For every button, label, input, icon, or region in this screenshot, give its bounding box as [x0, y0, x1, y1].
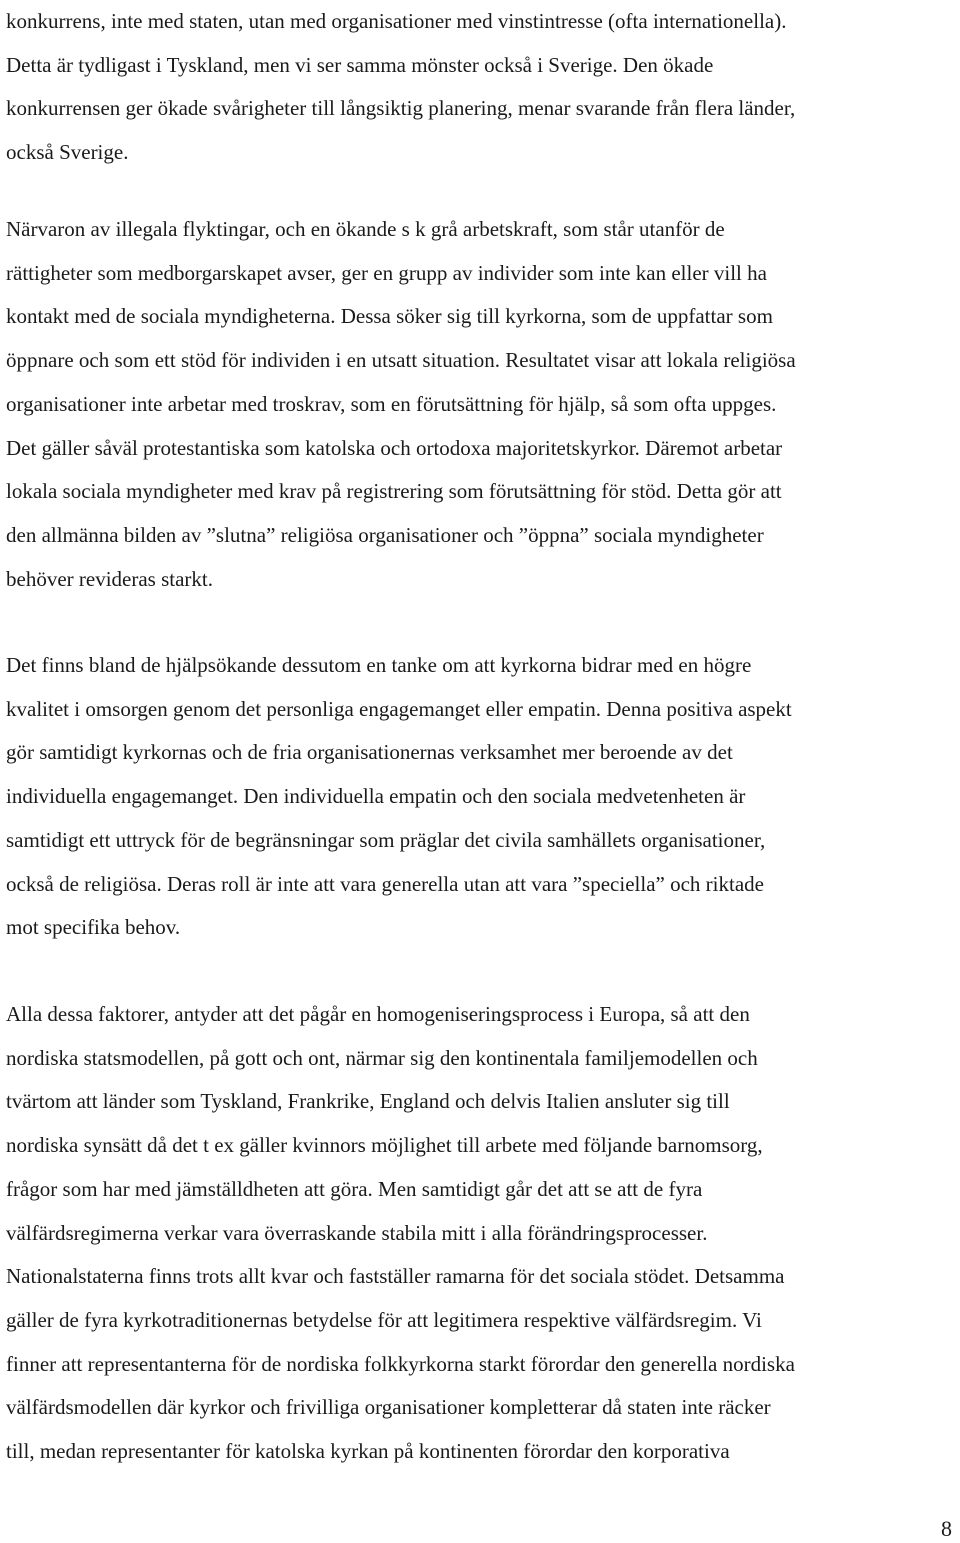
text-line: välfärdsregimerna verkar vara överraskande stabila mitt i alla förändringsprocesser. — [6, 1220, 708, 1245]
text-line: välfärdsmodellen där kyrkor och frivilliga organisationer kompletterar då staten inte räcker — [6, 1395, 771, 1420]
text-line: individuella engagemanget. Den individuella empatin och den sociala medvetenheten är — [6, 784, 746, 809]
text-line: Detta är tydligast i Tyskland, men vi ser samma mönster också i Sverige. Den ökade — [6, 52, 714, 77]
text-line: Det gäller såväl protestantiska som katolska och ortodoxa majoritetskyrkor. Däremot arbetar — [6, 435, 783, 460]
text-line: kontakt med de sociala myndigheterna. Dessa söker sig till kyrkorna, som de uppfattar som — [6, 304, 773, 329]
text-line: finner att representanterna för de nordiska folkkyrkorna starkt förordar den generella nordiska — [6, 1351, 795, 1376]
paragraph-1 — [6, 0, 795, 175]
text-line: rättigheter som medborgarskapet avser, ger en grupp av individer som inte kan eller vill ha — [6, 260, 767, 285]
text-line: kvalitet i omsorgen genom det personliga engagemanget eller empatin. Denna positiva aspekt — [6, 696, 792, 721]
text-line: Det finns bland de hjälpsökande dessutom en tanke om att kyrkorna bidrar med en högre — [6, 653, 752, 677]
text-line: den allmänna bilden av ”slutna” religiösa organisationer och ”öppna” sociala myndigheter — [6, 522, 764, 547]
paragraph-2 — [6, 208, 796, 601]
text-line: gäller de fyra kyrkotraditionernas betydelse för att legitimera respektive välfärdsregim. Vi — [6, 1307, 762, 1332]
text-line: behöver revideras starkt. — [6, 566, 213, 591]
page-number: 8 — [941, 1516, 952, 1541]
text-line: nordiska synsätt då det t ex gäller kvinnors möjlighet till arbete med följande barnomsorg, — [6, 1133, 763, 1158]
text-line: tvärtom att länder som Tyskland, Frankrike, England och delvis Italien ansluter sig till — [6, 1089, 730, 1114]
paragraph-3 — [6, 644, 792, 950]
text-line: Alla dessa faktorer, antyder att det pågår en homogeniseringsprocess i Europa, så att den — [6, 1002, 750, 1026]
text-line: öppnare och som ett stöd för individen i en utsatt situation. Resultatet visar att lokala religiösa — [6, 348, 796, 373]
text-line: mot specifika behov. — [6, 915, 181, 940]
text-line: också de religiösa. Deras roll är inte att vara generella utan att vara ”speciella” och riktade — [6, 871, 764, 896]
text-line: nordiska statsmodellen, på gott och ont, närmar sig den kontinentala familjemodellen och — [6, 1045, 758, 1070]
text-line: lokala sociala myndigheter med krav på registrering som förutsättning för stöd. Detta gör att — [6, 479, 782, 504]
text-line: konkurrensen ger ökade svårigheter till långsiktig planering, menar svarande från flera länder, — [6, 96, 796, 121]
paragraph-4 — [6, 993, 795, 1474]
text-line: Nationalstaterna finns trots allt kvar och fastställer ramarna för det sociala stödet. Detsamma — [6, 1264, 785, 1289]
text-line: frågor som har med jämställdheten att göra. Men samtidigt går det att se att de fyra — [6, 1176, 703, 1201]
text-line: konkurrens, inte med staten, utan med organisationer med vinstintresse (ofta internationella). — [6, 9, 787, 33]
text-line: Närvaron av illegala flyktingar, och en ökande s k grå arbetskraft, som står utanför de — [6, 217, 725, 241]
text-line: också Sverige. — [6, 140, 129, 165]
text-line: till, medan representanter för katolska kyrkan på kontinenten förordar den korporativa — [6, 1439, 730, 1464]
text-line: samtidigt ett uttryck för de begränsningar som präglar det civila samhällets organisationer, — [6, 827, 766, 852]
text-line: organisationer inte arbetar med troskrav, som en förutsättning för hjälp, så som ofta uppges. — [6, 391, 777, 416]
text-line: gör samtidigt kyrkornas och de fria organisationernas verksamhet mer beroende av det — [6, 740, 733, 765]
